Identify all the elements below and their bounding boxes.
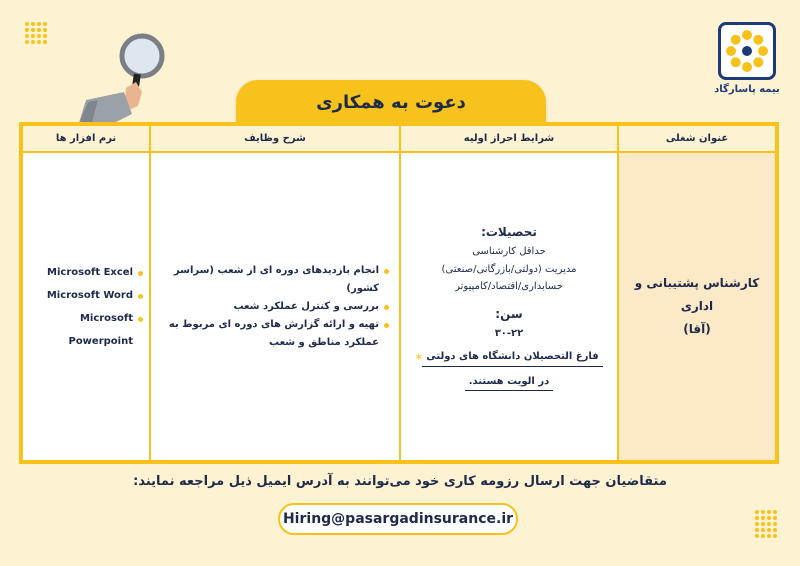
list-item: بررسی و کنترل عملکرد شعب	[157, 298, 389, 316]
education-heading: تحصیلات:	[481, 225, 537, 239]
brand-logo	[714, 22, 780, 102]
duties-cell	[150, 152, 400, 461]
header-software: نرم افزار ها	[22, 125, 150, 152]
job-title-cell	[618, 152, 776, 461]
education-line: حسابداری/اقتصاد/کامپیوتر	[455, 281, 563, 292]
priority-note	[415, 348, 602, 391]
header-job-title: عنوان شغلی	[618, 125, 776, 152]
email-link[interactable]: Hiring@pasargadinsurance.ir	[278, 503, 518, 535]
dot-grid-bottom-right	[755, 510, 777, 538]
header-duties: شرح وظایف	[150, 125, 400, 152]
education-line: مدیریت (دولتی/بازرگانی/صنعتی)	[441, 263, 577, 275]
page-title: دعوت به همکاری	[236, 80, 546, 124]
star-icon: *	[415, 352, 423, 368]
priority-note-line1: فارغ التحصیلان دانشگاه های دولتی	[422, 348, 602, 367]
software-cell	[22, 152, 150, 461]
list-item: انجام بازدیدهای دوره ای از شعب (سراسر کشور)	[157, 262, 389, 298]
job-gender-text: (آقا)	[683, 321, 711, 336]
dot-grid-top-left	[25, 22, 47, 44]
sunflower-logo-icon	[718, 22, 776, 80]
list-item: Microsoft Powerpoint	[29, 307, 143, 353]
education-line: حداقل کارشناسی	[472, 246, 546, 257]
age-heading: سن:	[495, 306, 523, 321]
job-table	[19, 122, 779, 464]
header-requirements: شرایط احراز اولیه	[400, 125, 618, 152]
software-list	[29, 261, 143, 353]
duties-list	[157, 262, 389, 352]
list-item: تهیه و ارائه گزارش های دوره ای مربوط به عملکرد مناطق و شعب	[157, 316, 389, 352]
brand-name: بیمه پاسارگاد	[714, 84, 780, 95]
table-row	[22, 152, 776, 461]
magnifier-icon	[78, 30, 178, 126]
list-item: Microsoft Word	[29, 284, 143, 307]
job-title-text: کارشناس پشتیبانی و اداری	[634, 276, 760, 314]
list-item: Microsoft Excel	[29, 261, 143, 284]
table-header-row	[22, 125, 776, 152]
age-value: ۳۰-۲۲	[494, 327, 524, 339]
priority-note-line2: در الویت هستند.	[465, 373, 554, 392]
requirements-cell	[400, 152, 618, 461]
footer-instruction: متقاضیان جهت ارسال رزومه کاری خود می‌توانند به آدرس ایمیل ذیل مراجعه نمایند:	[133, 474, 667, 489]
